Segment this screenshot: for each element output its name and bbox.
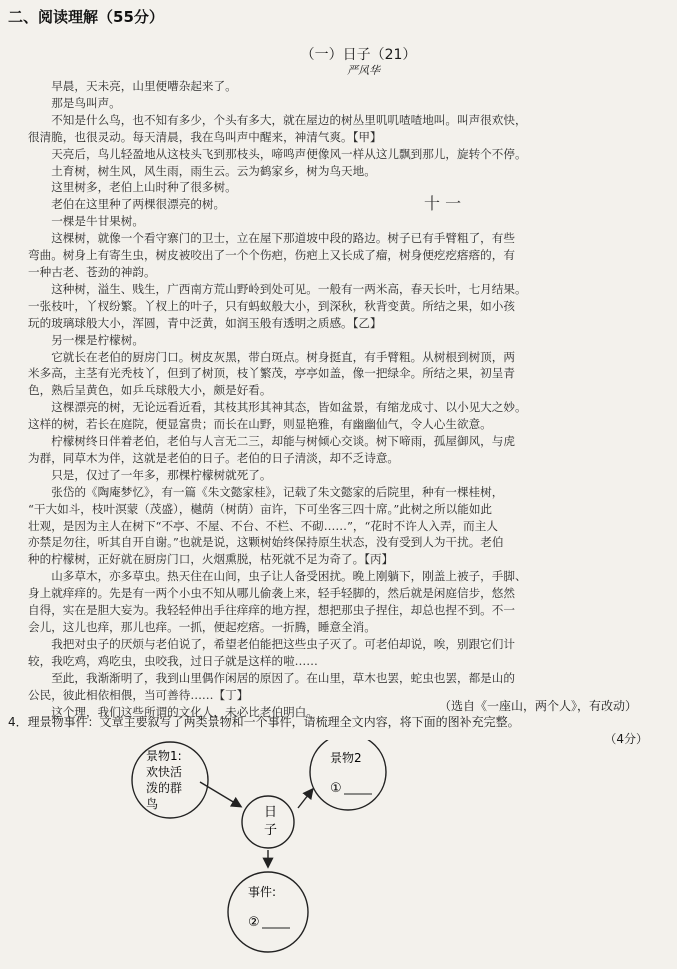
event-label: 事件: bbox=[248, 885, 277, 899]
passage-line: 土育树，树生风，风生雨，雨生云。云为鹤家乡，树为鸟天地。 bbox=[51, 163, 376, 178]
passage-line: 玩的玻璃球般大小，浑圆，青中泛黄，如润玉般有透明之质感。【乙】 bbox=[28, 315, 382, 330]
passage-line: 山多草木，亦多草虫。热天住在山间，虫子让人备受困扰。晚上刚躺下，刚盖上被子，手脚、 bbox=[51, 569, 527, 584]
passage-line: 这棵树，就像一个看守寨门的卫士，立在屋下那道坡中段的路边。树子已有手臂粗了，有些 bbox=[51, 231, 515, 246]
margin-mark: 十 一 bbox=[424, 194, 462, 213]
passage-line: 较，我吃鸡，鸡吃虫，虫咬我，过日子就是这样的啦…… bbox=[28, 653, 318, 668]
passage-line: 另一棵是柠檬树。 bbox=[51, 332, 144, 347]
passage-line: 米多高，主茎有光秃枝丫，但到了树顶，枝丫繁茂，亭亭如盖，像一把绿伞。所结之果，初呈青 bbox=[28, 366, 515, 381]
passage-line: 这样的树，若长在庭院，便显富贵；而长在山野，则显艳雅，有幽幽仙气，令人心生欲意。 bbox=[28, 417, 492, 432]
passage-line: 很清脆，也很灵动。每天清晨，我在鸟叫声中醒来，神清气爽。【甲】 bbox=[28, 129, 382, 144]
passage-line: 弯曲。树身上有寄生虫，树皮被咬出了一个个伤疤，伤疤上又长成了瘤，树身便疙疙瘩瘩的，有 bbox=[28, 248, 515, 263]
blank-2-marker: ② bbox=[248, 915, 260, 930]
scenery2-label: 景物2 bbox=[330, 751, 362, 765]
scenery1-text-line: 泼的群 bbox=[146, 781, 183, 795]
reading-passage bbox=[28, 78, 668, 720]
question-score: （4分） bbox=[604, 732, 648, 746]
passage-line: 我把对虫子的厌烦与老伯说了，希望老伯能把这些虫子灭了。可老伯却说，唉，别跟它们计 bbox=[51, 636, 515, 651]
blank-1-marker: ① bbox=[330, 781, 342, 796]
passage-line: 这里树多，老伯上山时种了很多树。 bbox=[51, 180, 237, 195]
passage-line: 自得，实在是胆大妄为。我轻轻伸出手往痒痒的地方捏，想把那虫子捏住，却总也捏不到。不一 bbox=[28, 603, 515, 618]
passage-line: 至此，我渐渐明了，我到山里偶作闲居的原因了。在山里，草木也罢，蛇虫也罢，都是山的 bbox=[51, 670, 515, 685]
passage-line: 会儿，这儿也痒，那儿也痒。一抓，便起疙瘩。一折腾，睡意全消。 bbox=[28, 620, 376, 634]
passage-line: 早晨，天未亮，山里便嘈杂起来了。 bbox=[51, 79, 237, 93]
passage-line: 不知是什么鸟，也不知有多少，个头有多大，就在屋边的树丛里叽叽喳喳地叫。叫声很欢快， bbox=[51, 112, 527, 127]
content-diagram bbox=[0, 740, 677, 969]
passage-line: 这种树，溢生、贱生，广西南方荒山野岭到处可见。一般有一两米高，春天长叶，七月结果。 bbox=[51, 281, 527, 296]
passage-line: 老伯在这里种了两棵很漂亮的树。 bbox=[51, 197, 226, 212]
passage-line: 亦禁足勿往，听其自开自谢。”也就是说，这颗树始终保持原生状态，没有受到人为干扰。老伯 bbox=[28, 535, 504, 550]
passage-line: 张岱的《陶庵梦忆》，有一篇《朱文懿家桂》，记载了朱文懿家的后院里，种有一棵桂树， bbox=[51, 484, 504, 499]
passage-line: 一种古老、苍劲的神韵。 bbox=[28, 264, 156, 279]
scenery1-label: 景物1: bbox=[146, 749, 182, 763]
passage-line: 身上就痒痒的。先是有一两个小虫不知从哪儿偷袭上来，轻手轻脚的，然后就是闲庭信步，悠然 bbox=[28, 586, 515, 601]
passage-line: 这个理，我们这些所谓的文化人，未必比老伯明白。 bbox=[51, 704, 318, 719]
section-heading: 二、阅读理解（55分） bbox=[8, 8, 164, 26]
passage-line: 种的柠檬树，正好就在厨房门口，火烟熏脱，枯死就不足为奇了。【丙】 bbox=[28, 552, 394, 567]
arrow-to-scenery2 bbox=[298, 790, 312, 808]
passage-line: 那是鸟叫声。 bbox=[51, 95, 121, 110]
passage-line: 柠檬树终日伴着老伯，老伯与人言无二三，却能与树倾心交谈。树下啼雨，孤屋御风，与虎 bbox=[51, 434, 515, 449]
passage-line: “干大如斗，枝叶溟蒙（茂盛），樾荫（树荫）亩许，下可坐客三四十席。”此树之所以能如此 bbox=[28, 501, 493, 516]
passage-line: 一棵是牛甘果树。 bbox=[51, 214, 144, 229]
passage-line: 为群，同草木为伴，这就是老伯的日子。老伯的日子清淡，却不乏诗意。 bbox=[28, 450, 400, 465]
passage-line: 色，熟后呈黄色，如乒乓球般大小，颇是好看。 bbox=[28, 383, 272, 398]
center-node bbox=[242, 796, 294, 848]
center-text-line: 子 bbox=[264, 823, 278, 838]
passage-line: 它就长在老伯的厨房门口。树皮灰黑，带白斑点。树身挺直，有手臂粗。从树根到树顶，两 bbox=[51, 349, 515, 364]
passage-line: 只是，仅过了一年多，那棵柠檬树就死了。 bbox=[51, 467, 272, 482]
passage-line: 天亮后，鸟儿轻盈地从这枝头飞到那枝头，啼鸣声便像风一样从这儿飘到那儿，旋转个不停。 bbox=[51, 146, 527, 161]
essay-title: （一）日子（21） bbox=[300, 47, 417, 63]
passage-source: （选自《一座山，两个人》，有改动） bbox=[438, 699, 637, 713]
scenery1-text-line: 鸟 bbox=[146, 797, 159, 811]
question-text: 4．理景物事件：文章主要叙写了两类景物和一个事件，请梳理全文内容，将下面的图补充完整。 bbox=[8, 715, 520, 729]
passage-line: 一张枝叶，丫杈纷繁。丫杈上的叶子，只有蚂蚁般大小，到深秋，秋背变黄。所结之果，如小孩 bbox=[28, 298, 515, 313]
event-node bbox=[228, 872, 308, 952]
passage-line: 公民，彼此相依相偎，当可善待……【丁】 bbox=[28, 687, 249, 702]
passage-line: 这棵漂亮的树，无论远看近看，其枝其形其神其态，皆如盆景，有缩龙成寸、以小见大之妙。 bbox=[51, 400, 527, 415]
essay-author: 严风华 bbox=[347, 64, 380, 77]
center-text-line: 日 bbox=[264, 805, 278, 820]
passage-line: 壮观，是因为主人在树下“不亭、不屋、不台、不栏、不砌……”，“花时不许人入弄，而主人 bbox=[28, 518, 498, 533]
scenery1-text-line: 欢快活 bbox=[146, 765, 183, 779]
